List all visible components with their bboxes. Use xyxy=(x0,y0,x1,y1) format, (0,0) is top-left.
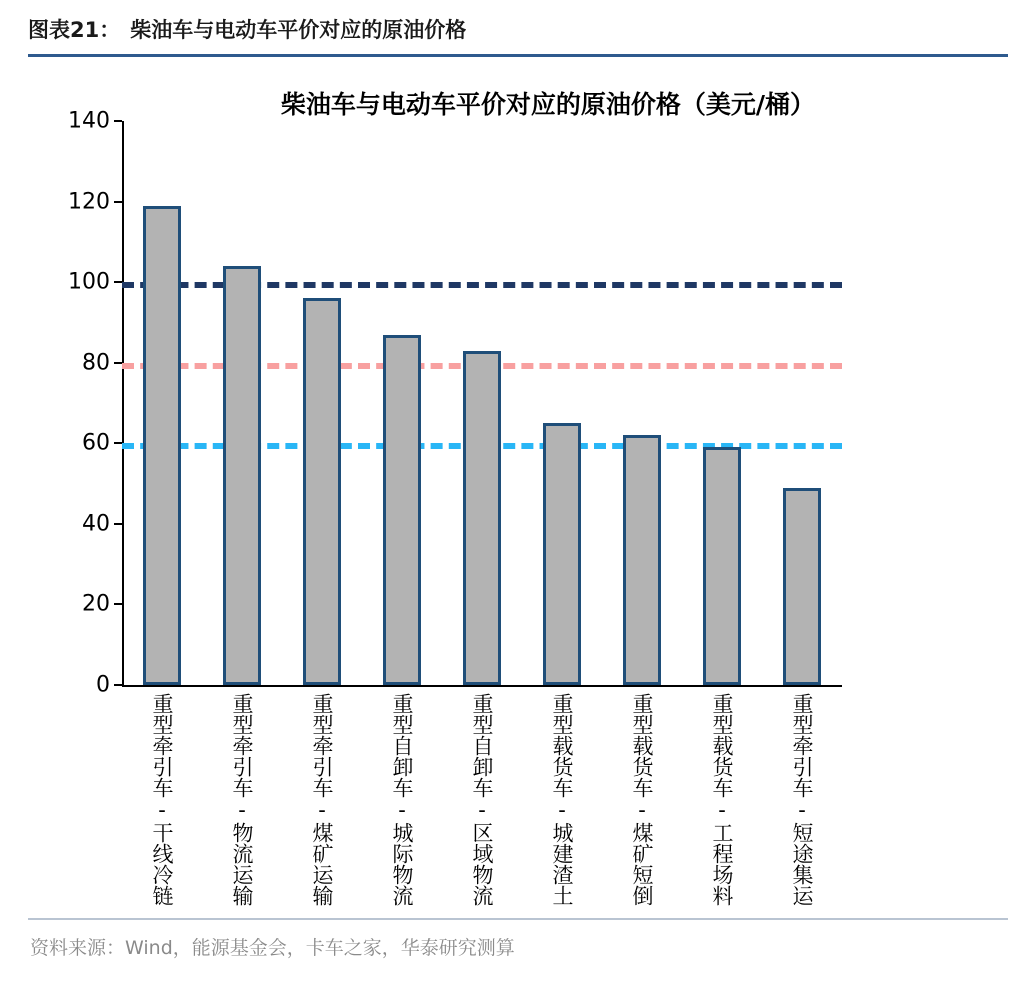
bar xyxy=(143,206,181,685)
bar-slot xyxy=(442,121,522,685)
bar xyxy=(703,447,741,685)
figure-number-label: 图表21： xyxy=(28,18,121,42)
figure-header xyxy=(24,0,1012,52)
y-axis-tick-mark xyxy=(114,442,122,444)
y-axis-tick-mark xyxy=(114,281,122,283)
bar-series xyxy=(122,121,842,685)
y-axis-tick-mark xyxy=(114,603,122,605)
bar xyxy=(223,266,261,685)
y-axis-tick-label: 120 xyxy=(68,189,110,215)
bar xyxy=(623,435,661,685)
bar-slot xyxy=(522,121,602,685)
footer-divider xyxy=(28,918,1008,920)
x-axis-label: 重型自卸车-区域物流 xyxy=(470,693,495,906)
x-axis-label: 重型牵引车-物流运输 xyxy=(230,693,255,906)
bar-slot xyxy=(362,121,442,685)
bar xyxy=(383,335,421,685)
bar xyxy=(463,351,501,685)
bar-slot xyxy=(682,121,762,685)
chart-container xyxy=(24,57,1012,907)
y-axis-tick-label: 60 xyxy=(82,430,110,456)
figure-title: 柴油车与电动车平价对应的原油价格 xyxy=(130,18,467,42)
y-axis-tick-mark xyxy=(114,201,122,203)
bar-slot xyxy=(602,121,682,685)
y-axis-tick-mark xyxy=(114,523,122,525)
y-axis-tick-label: 0 xyxy=(96,672,110,698)
bar-slot xyxy=(122,121,202,685)
x-axis-line xyxy=(122,685,842,687)
bar xyxy=(783,488,821,685)
x-axis-label: 重型载货车-城建渣土 xyxy=(550,693,575,906)
chart-title: 柴油车与电动车平价对应的原油价格（美元/桶） xyxy=(280,90,816,119)
x-axis-label: 重型牵引车-干线冷链 xyxy=(150,693,175,906)
plot-area xyxy=(68,108,842,698)
y-axis-tick-label: 80 xyxy=(82,350,110,376)
y-axis-tick-mark xyxy=(114,684,122,686)
y-axis-tick-label: 40 xyxy=(82,511,110,537)
y-axis-tick-mark xyxy=(114,362,122,364)
bar-slot xyxy=(762,121,842,685)
bar xyxy=(303,298,341,685)
x-axis-label: 重型牵引车-短途集运 xyxy=(790,693,815,906)
y-axis-tick-label: 20 xyxy=(82,591,110,617)
x-axis-label: 重型牵引车-煤矿运输 xyxy=(310,693,335,906)
y-axis-tick-label: 100 xyxy=(68,269,110,295)
bar-slot xyxy=(202,121,282,685)
y-axis-tick-mark xyxy=(114,120,122,122)
x-axis-label: 重型载货车-工程场料 xyxy=(710,693,735,906)
y-axis-tick-label: 140 xyxy=(68,108,110,134)
bar xyxy=(543,423,581,685)
x-axis-label: 重型自卸车-城际物流 xyxy=(390,693,415,906)
source-note: 资料来源：Wind，能源基金会，卡车之家，华泰研究测算 xyxy=(30,937,515,959)
x-axis-label: 重型载货车-煤矿短倒 xyxy=(630,693,655,906)
bar-slot xyxy=(282,121,362,685)
